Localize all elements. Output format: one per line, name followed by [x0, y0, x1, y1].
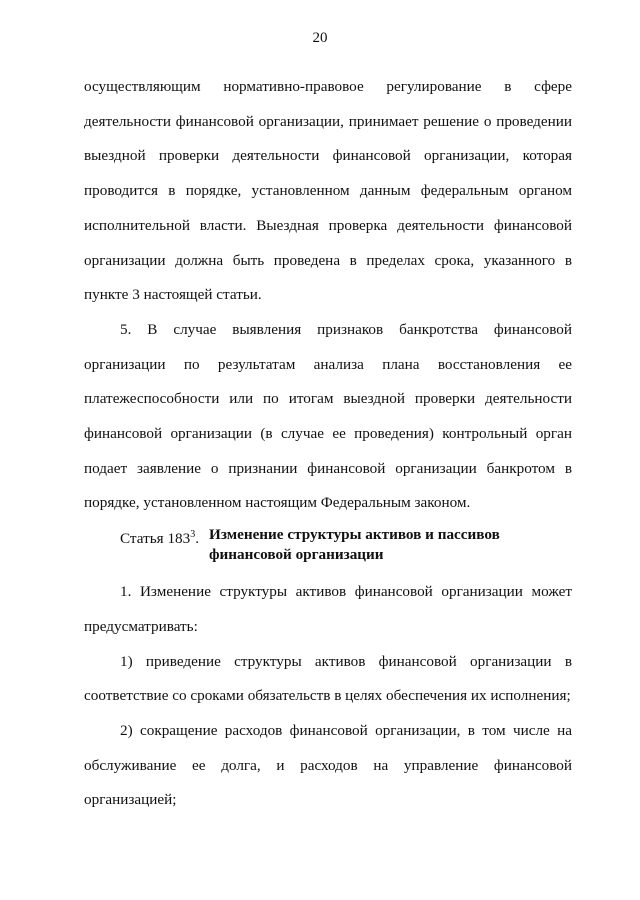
- paragraph-subitem-2: 2) сокращение расходов финансовой организации, в том числе на обслуживание ее долга, и расходов на управление финансовой организацией;: [84, 721, 572, 809]
- article-title: Изменение структуры активов и пассивов финансовой организации: [209, 526, 500, 564]
- paragraph-item-5: 5. В случае выявления признаков банкротства финансовой организации по результатам анализа плана восстановления ее платежеспособности или по итогам выездной проверки деятельности финансовой организации (в случае ее проведения) контрольный орган подает заявление о признании финансовой организации банкротом в порядке, установленном настоящим Федеральным законом.: [84, 320, 572, 512]
- paragraph-continuation: осуществляющим нормативно-правовое регулирование в сфере деятельности финансовой организации, принимает решение о проведении выездной проверки деятельности финансовой организации, которая проводится в порядке, установленном данным федеральным органом исполнительной власти. Выездная проверка деятельности финансовой организации должна быть проведена в пределах срока, указанного в пункте 3 настоящей статьи.: [84, 78, 572, 304]
- document-body: [84, 70, 572, 818]
- article-label: Статья $183^3$.: [120, 529, 200, 548]
- paragraph-subitem-1: 1) приведение структуры активов финансовой организации в соответствие со сроками обязательств в целях обеспечения их исполнения;: [84, 652, 572, 705]
- article-number-superscript: 3: [190, 529, 196, 541]
- paragraph-article-item-1: 1. Изменение структуры активов финансовой организации может предусматривать:: [84, 583, 572, 635]
- article-heading: [120, 525, 572, 565]
- page-number: 20: [312, 30, 328, 46]
